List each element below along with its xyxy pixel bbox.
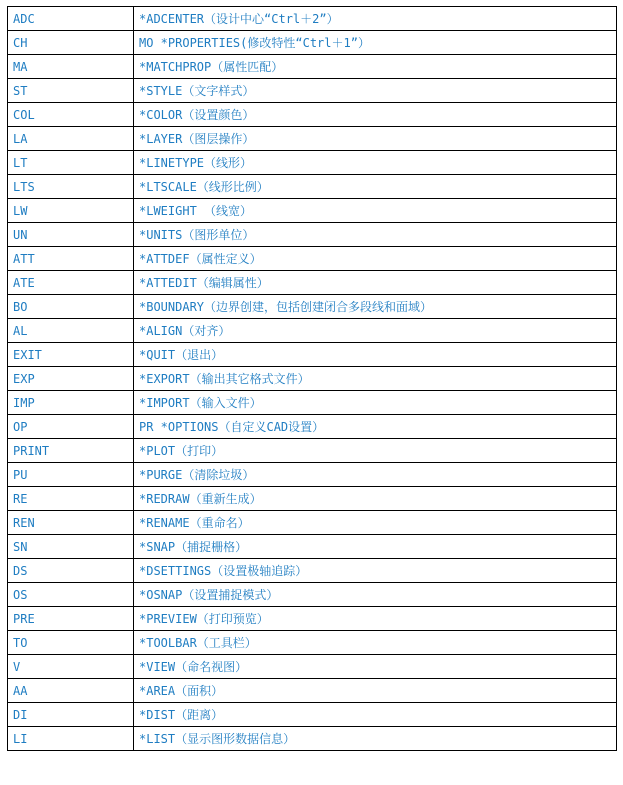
alias-cell: CH [8,31,134,55]
command-alias-table [7,6,617,751]
table-row [8,55,617,79]
table-row [8,391,617,415]
table-row [8,655,617,679]
table-row [8,247,617,271]
alias-cell: ATE [8,271,134,295]
table-row [8,367,617,391]
table-row [8,679,617,703]
alias-cell: PU [8,463,134,487]
command-cell: *IMPORT（输入文件） [134,391,617,415]
alias-cell: AA [8,679,134,703]
alias-cell: OS [8,583,134,607]
alias-cell: TO [8,631,134,655]
table-row [8,487,617,511]
command-cell: *AREA（面积） [134,679,617,703]
command-cell: *DIST（距离） [134,703,617,727]
command-cell: *LIST（显示图形数据信息） [134,727,617,751]
alias-cell: LA [8,127,134,151]
alias-cell: REN [8,511,134,535]
alias-cell: AL [8,319,134,343]
command-cell: *RENAME（重命名） [134,511,617,535]
command-cell: *REDRAW（重新生成） [134,487,617,511]
alias-cell: OP [8,415,134,439]
table-row [8,535,617,559]
command-cell: *ATTEDIT（编辑属性） [134,271,617,295]
command-cell: *OSNAP（设置捕捉模式） [134,583,617,607]
command-cell: *UNITS（图形单位） [134,223,617,247]
alias-cell: DI [8,703,134,727]
alias-cell: LI [8,727,134,751]
alias-cell: MA [8,55,134,79]
alias-cell: PRINT [8,439,134,463]
table-row [8,31,617,55]
alias-cell: ADC [8,7,134,31]
alias-cell: LT [8,151,134,175]
table-body [8,7,617,751]
alias-cell: LW [8,199,134,223]
command-cell: *SNAP（捕捉栅格） [134,535,617,559]
table-row [8,559,617,583]
command-cell: *BOUNDARY（边界创建，包括创建闭合多段线和面域） [134,295,617,319]
table-row [8,271,617,295]
alias-cell: DS [8,559,134,583]
table-row [8,103,617,127]
table-row [8,199,617,223]
table-row [8,343,617,367]
command-cell: MO *PROPERTIES(修改特性“Ctrl＋1”） [134,31,617,55]
table-row [8,511,617,535]
command-cell: *PURGE（清除垃圾） [134,463,617,487]
alias-cell: UN [8,223,134,247]
table-row [8,631,617,655]
command-cell: *LAYER（图层操作） [134,127,617,151]
command-cell: *MATCHPROP（属性匹配） [134,55,617,79]
alias-cell: PRE [8,607,134,631]
command-cell: *PREVIEW（打印预览） [134,607,617,631]
alias-cell: EXP [8,367,134,391]
alias-cell: EXIT [8,343,134,367]
alias-cell: LTS [8,175,134,199]
table-row [8,127,617,151]
command-cell: *STYLE（文字样式） [134,79,617,103]
command-cell: *PLOT（打印） [134,439,617,463]
command-cell: *ALIGN（对齐） [134,319,617,343]
command-cell: *COLOR（设置颜色） [134,103,617,127]
alias-cell: COL [8,103,134,127]
table-row [8,175,617,199]
command-cell: PR *OPTIONS（自定义CAD设置） [134,415,617,439]
table-row [8,319,617,343]
alias-cell: BO [8,295,134,319]
table-row [8,607,617,631]
table-row [8,295,617,319]
command-cell: *LWEIGHT （线宽） [134,199,617,223]
command-cell: *LINETYPE（线形） [134,151,617,175]
table-row [8,415,617,439]
command-cell: *DSETTINGS（设置极轴追踪） [134,559,617,583]
table-row [8,439,617,463]
alias-cell: IMP [8,391,134,415]
command-cell: *VIEW（命名视图） [134,655,617,679]
command-cell: *ATTDEF（属性定义） [134,247,617,271]
alias-cell: V [8,655,134,679]
table-row [8,463,617,487]
alias-cell: RE [8,487,134,511]
alias-cell: ST [8,79,134,103]
table-row [8,703,617,727]
table-row [8,583,617,607]
alias-cell: SN [8,535,134,559]
table-row [8,79,617,103]
table-row [8,727,617,751]
table-row [8,223,617,247]
table-row [8,7,617,31]
alias-cell: ATT [8,247,134,271]
command-cell: *LTSCALE（线形比例） [134,175,617,199]
command-cell: *ADCENTER（设计中心“Ctrl＋2”） [134,7,617,31]
table-row [8,151,617,175]
command-cell: *EXPORT（输出其它格式文件） [134,367,617,391]
command-cell: *TOOLBAR（工具栏） [134,631,617,655]
command-cell: *QUIT（退出） [134,343,617,367]
